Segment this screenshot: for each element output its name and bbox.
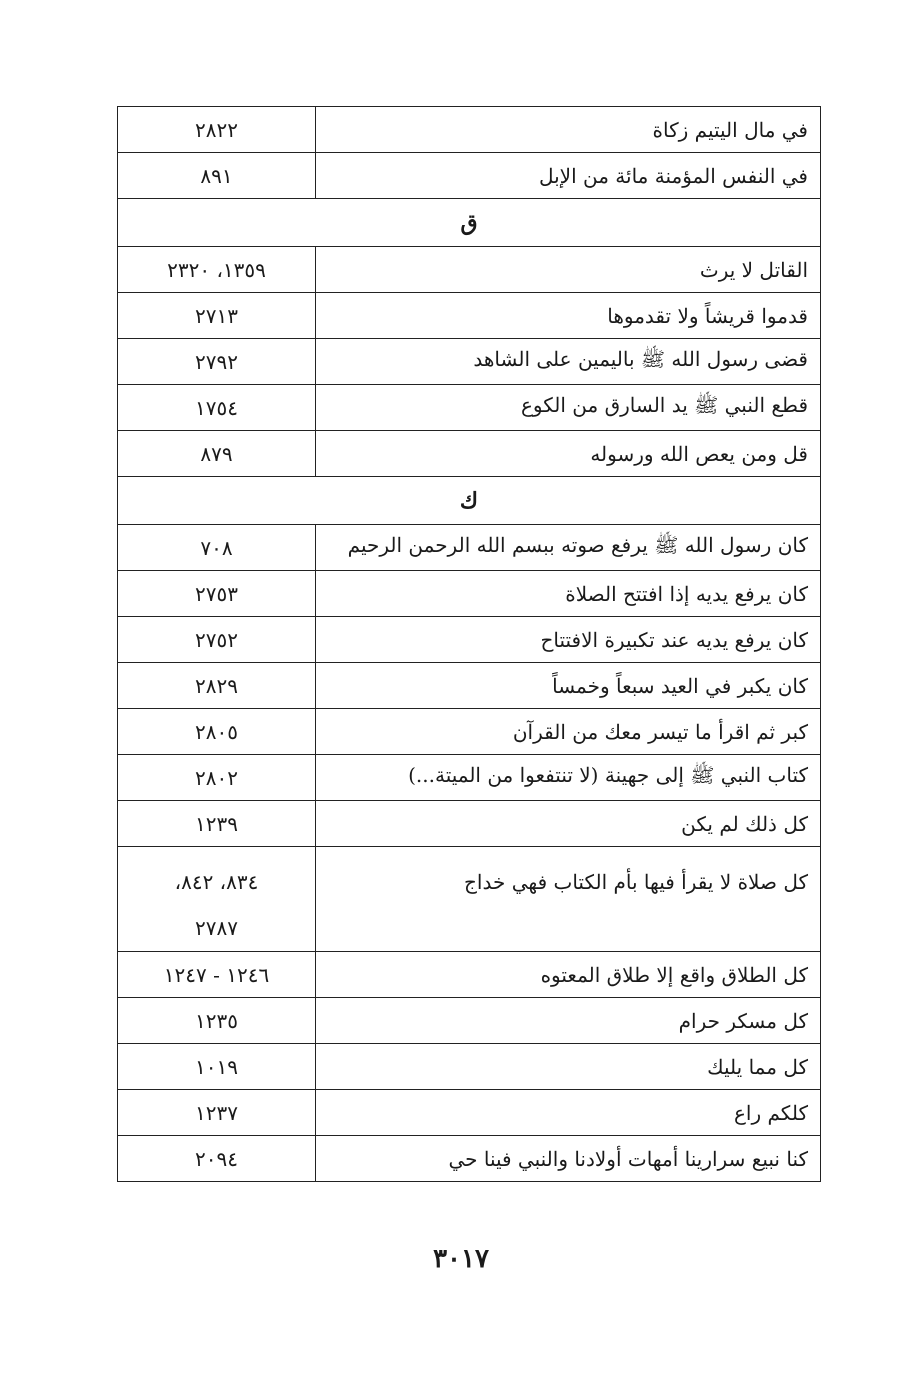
table-row (118, 709, 821, 755)
hadith-reference: ٨٩١ (118, 153, 316, 199)
hadith-reference: ١٢٣٧ (118, 1090, 316, 1136)
hadith-text: كلكم راع (316, 1090, 821, 1136)
hadith-reference: ١٢٤٦ - ١٢٤٧ (118, 952, 316, 998)
table-row (118, 339, 821, 385)
hadith-text: كل الطلاق واقع إلا طلاق المعتوه (316, 952, 821, 998)
hadith-text: كان يكبر في العيد سبعاً وخمساً (316, 663, 821, 709)
hadith-text: قطع النبي ﷺ يد السارق من الكوع (316, 385, 821, 431)
hadith-text: كان يرفع يديه إذا افتتح الصلاة (316, 571, 821, 617)
hadith-text: قدموا قريشاً ولا تقدموها (316, 293, 821, 339)
table-row (118, 1136, 821, 1182)
hadith-reference: ١٢٣٥ (118, 998, 316, 1044)
hadith-text: كنا نبيع سرارينا أمهات أولادنا والنبي فينا حي (316, 1136, 821, 1182)
hadith-reference: ٢٧٩٢ (118, 339, 316, 385)
hadith-reference: ٢٨٠٢ (118, 755, 316, 801)
hadith-reference: ٢٧٥٣ (118, 571, 316, 617)
hadith-text: كل صلاة لا يقرأ فيها بأم الكتاب فهي خداج (316, 847, 821, 952)
table-row (118, 617, 821, 663)
hadith-text: في النفس المؤمنة مائة من الإبل (316, 153, 821, 199)
table-row (118, 571, 821, 617)
table-row (118, 525, 821, 571)
table-row (118, 663, 821, 709)
table-row (118, 385, 821, 431)
hadith-text: كل مما يليك (316, 1044, 821, 1090)
hadith-text: كان يرفع يديه عند تكبيرة الافتتاح (316, 617, 821, 663)
table-row (118, 801, 821, 847)
hadith-reference: ١٢٣٩ (118, 801, 316, 847)
hadith-index-table (117, 106, 821, 1182)
hadith-reference: ٢٠٩٤ (118, 1136, 316, 1182)
hadith-reference: ٧٠٨ (118, 525, 316, 571)
hadith-text: كتاب النبي ﷺ إلى جهينة (لا تنتفعوا من الميتة...) (316, 755, 821, 801)
hadith-reference (118, 847, 316, 952)
letter-heading: ك (118, 477, 821, 525)
hadith-reference: ٢٧١٣ (118, 293, 316, 339)
table-row (118, 1090, 821, 1136)
index-rows (118, 107, 821, 1182)
hadith-reference: ١٣٥٩، ٢٣٢٠ (118, 247, 316, 293)
hadith-text: كبر ثم اقرأ ما تيسر معك من القرآن (316, 709, 821, 755)
hadith-reference: ٢٨٠٥ (118, 709, 316, 755)
hadith-text: كل مسكر حرام (316, 998, 821, 1044)
table-row (118, 847, 821, 952)
hadith-text: كل ذلك لم يكن (316, 801, 821, 847)
hadith-reference: ٢٨٢٩ (118, 663, 316, 709)
table-row (118, 1044, 821, 1090)
table-row (118, 247, 821, 293)
hadith-reference: ٢٨٢٢ (118, 107, 316, 153)
hadith-reference: ١٧٥٤ (118, 385, 316, 431)
page-number: ٣٠١٧ (433, 1244, 489, 1274)
table-row (118, 755, 821, 801)
table-row (118, 293, 821, 339)
table-row (118, 107, 821, 153)
letter-header-row (118, 477, 821, 525)
table-row (118, 952, 821, 998)
hadith-reference: ٢٧٥٢ (118, 617, 316, 663)
table-row (118, 431, 821, 477)
reference-line: ٨٣٤، ٨٤٢، (174, 870, 259, 894)
hadith-text: كان رسول الله ﷺ يرفع صوته ببسم الله الرحمن الرحيم (316, 525, 821, 571)
hadith-text: قضى رسول الله ﷺ باليمين على الشاهد (316, 339, 821, 385)
hadith-text: في مال اليتيم زكاة (316, 107, 821, 153)
hadith-text: قل ومن يعص الله ورسوله (316, 431, 821, 477)
hadith-reference: ٨٧٩ (118, 431, 316, 477)
table-row (118, 153, 821, 199)
reference-line: ٢٧٨٧ (195, 916, 238, 940)
letter-header-row (118, 199, 821, 247)
letter-heading: ق (118, 199, 821, 247)
hadith-reference: ١٠١٩ (118, 1044, 316, 1090)
hadith-text: القاتل لا يرث (316, 247, 821, 293)
table-row (118, 998, 821, 1044)
